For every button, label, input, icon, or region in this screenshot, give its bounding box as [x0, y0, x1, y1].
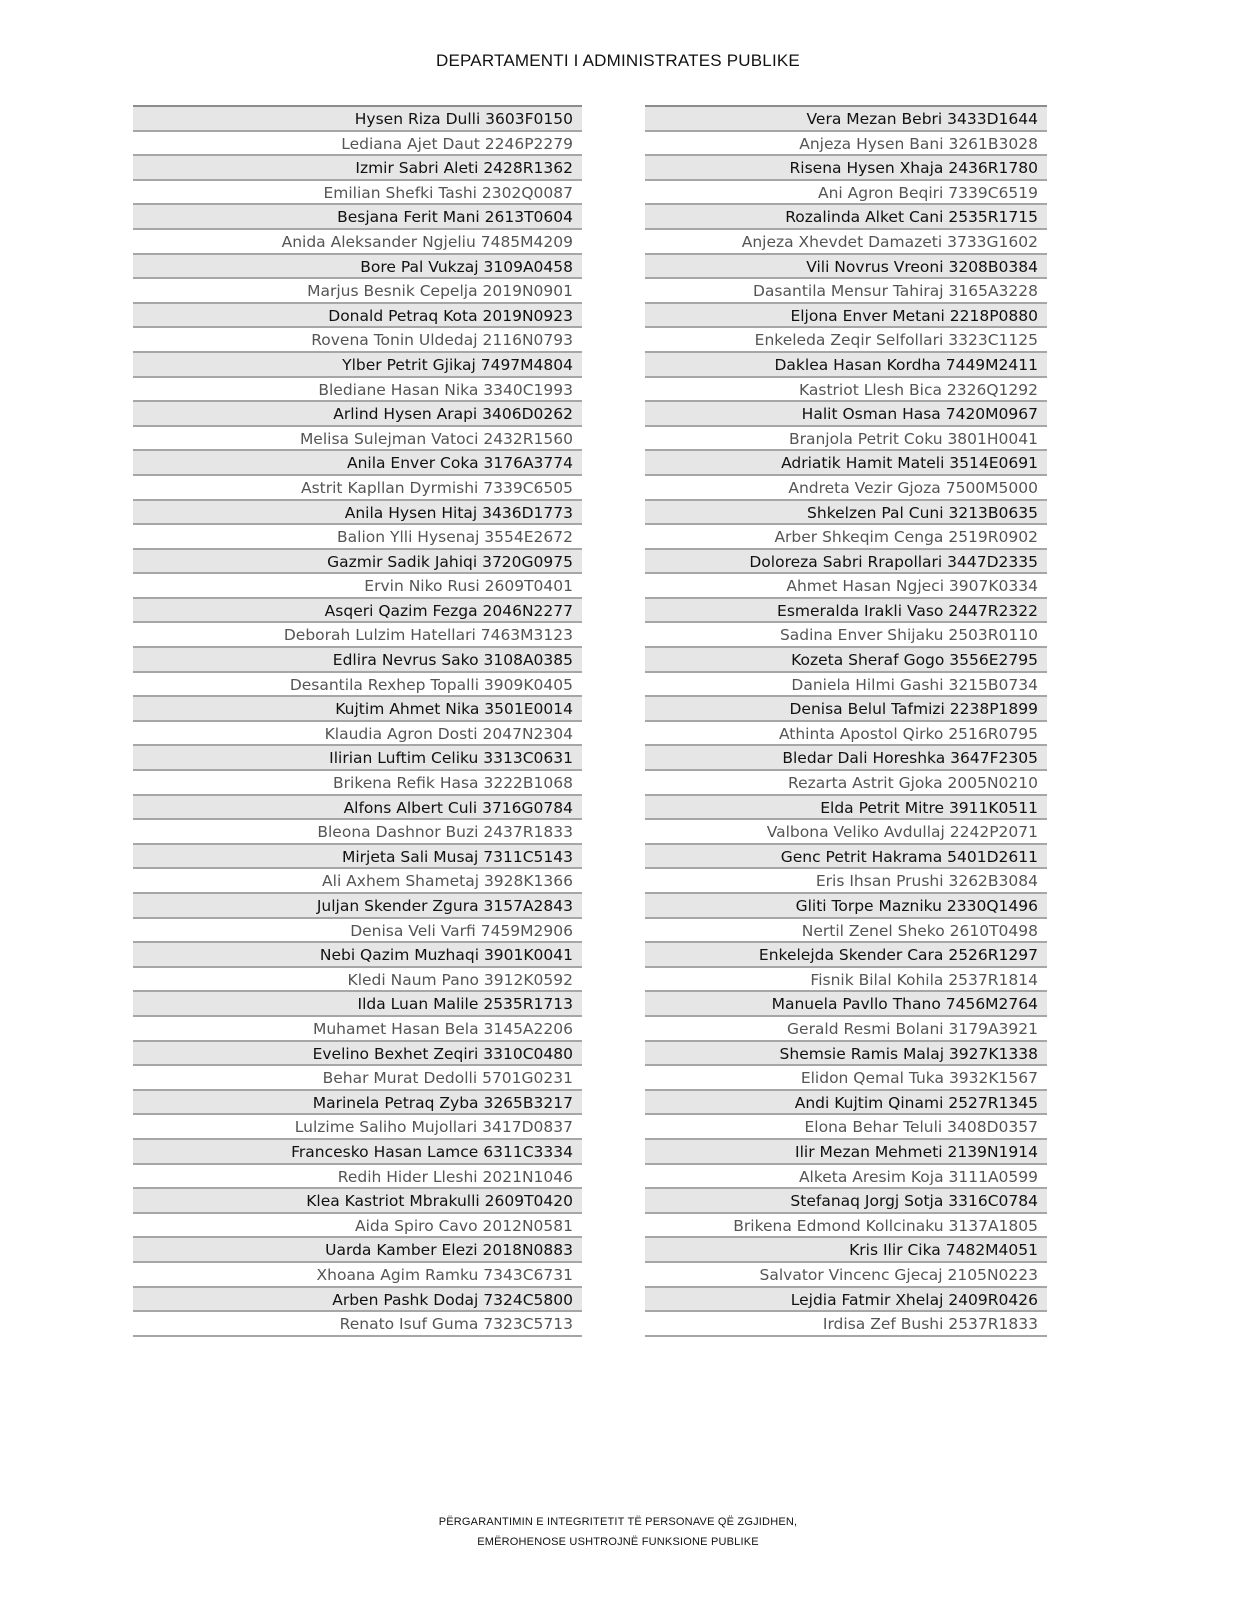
list-item: Marinela Petraq Zyba 3265B3217 [133, 1091, 582, 1116]
list-item: Nertil Zenel Sheko 2610T0498 [645, 919, 1047, 944]
list-item: Elda Petrit Mitre 3911K0511 [645, 796, 1047, 821]
list-item: Elona Behar Teluli 3408D0357 [645, 1115, 1047, 1140]
list-item: Rozalinda Alket Cani 2535R1715 [645, 205, 1047, 230]
list-item: Ali Axhem Shametaj 3928K1366 [133, 869, 582, 894]
list-item: Anila Hysen Hitaj 3436D1773 [133, 501, 582, 526]
list-item: Besjana Ferit Mani 2613T0604 [133, 205, 582, 230]
list-item: Anila Enver Coka 3176A3774 [133, 451, 582, 476]
list-item: Doloreza Sabri Rrapollari 3447D2335 [645, 550, 1047, 575]
list-item: Evelino Bexhet Zeqiri 3310C0480 [133, 1042, 582, 1067]
list-item: Ani Agron Beqiri 7339C6519 [645, 181, 1047, 206]
list-item: Enkelejda Skender Cara 2526R1297 [645, 943, 1047, 968]
list-item: Muhamet Hasan Bela 3145A2206 [133, 1017, 582, 1042]
list-item: Renato Isuf Guma 7323C5713 [133, 1312, 582, 1337]
list-item: Enkeleda Zeqir Selfollari 3323C1125 [645, 328, 1047, 353]
list-item: Ilda Luan Malile 2535R1713 [133, 992, 582, 1017]
list-item: Denisa Belul Tafmizi 2238P1899 [645, 697, 1047, 722]
list-item: Lediana Ajet Daut 2246P2279 [133, 132, 582, 157]
list-item: Fisnik Bilal Kohila 2537R1814 [645, 968, 1047, 993]
list-item: Desantila Rexhep Topalli 3909K0405 [133, 673, 582, 698]
list-item: Arben Pashk Dodaj 7324C5800 [133, 1288, 582, 1313]
list-item: Shkelzen Pal Cuni 3213B0635 [645, 501, 1047, 526]
list-item: Juljan Skender Zgura 3157A2843 [133, 894, 582, 919]
list-item: Adriatik Hamit Mateli 3514E0691 [645, 451, 1047, 476]
list-item: Eljona Enver Metani 2218P0880 [645, 304, 1047, 329]
list-item: Alketa Aresim Koja 3111A0599 [645, 1165, 1047, 1190]
list-item: Anjeza Xhevdet Damazeti 3733G1602 [645, 230, 1047, 255]
list-item: Astrit Kapllan Dyrmishi 7339C6505 [133, 476, 582, 501]
list-item: Lulzime Saliho Mujollari 3417D0837 [133, 1115, 582, 1140]
list-item: Redih Hider Lleshi 2021N1046 [133, 1165, 582, 1190]
list-item: Brikena Refik Hasa 3222B1068 [133, 771, 582, 796]
list-item: Kujtim Ahmet Nika 3501E0014 [133, 697, 582, 722]
list-item: Halit Osman Hasa 7420M0967 [645, 402, 1047, 427]
list-item: Edlira Nevrus Sako 3108A0385 [133, 648, 582, 673]
list-item: Donald Petraq Kota 2019N0923 [133, 304, 582, 329]
list-item: Bleona Dashnor Buzi 2437R1833 [133, 820, 582, 845]
list-item: Uarda Kamber Elezi 2018N0883 [133, 1238, 582, 1263]
list-item: Blediane Hasan Nika 3340C1993 [133, 378, 582, 403]
list-item: Denisa Veli Varfi 7459M2906 [133, 919, 582, 944]
list-item: Gerald Resmi Bolani 3179A3921 [645, 1017, 1047, 1042]
list-item: Lejdia Fatmir Xhelaj 2409R0426 [645, 1288, 1047, 1313]
list-item: Vera Mezan Bebri 3433D1644 [645, 107, 1047, 132]
list-item: Ilir Mezan Mehmeti 2139N1914 [645, 1140, 1047, 1165]
list-item: Melisa Sulejman Vatoci 2432R1560 [133, 427, 582, 452]
list-item: Arber Shkeqim Cenga 2519R0902 [645, 525, 1047, 550]
list-item: Manuela Pavllo Thano 7456M2764 [645, 992, 1047, 1017]
list-item: Marjus Besnik Cepelja 2019N0901 [133, 279, 582, 304]
list-item: Ylber Petrit Gjikaj 7497M4804 [133, 353, 582, 378]
list-item: Sadina Enver Shijaku 2503R0110 [645, 623, 1047, 648]
list-item: Valbona Veliko Avdullaj 2242P2071 [645, 820, 1047, 845]
list-item: Francesko Hasan Lamce 6311C3334 [133, 1140, 582, 1165]
list-item: Kastriot Llesh Bica 2326Q1292 [645, 378, 1047, 403]
list-item: Brikena Edmond Kollcinaku 3137A1805 [645, 1214, 1047, 1239]
list-item: Kris Ilir Cika 7482M4051 [645, 1238, 1047, 1263]
list-item: Andreta Vezir Gjoza 7500M5000 [645, 476, 1047, 501]
list-item: Risena Hysen Xhaja 2436R1780 [645, 156, 1047, 181]
list-item: Mirjeta Sali Musaj 7311C5143 [133, 845, 582, 870]
list-item: Alfons Albert Culi 3716G0784 [133, 796, 582, 821]
list-item: Vili Novrus Vreoni 3208B0384 [645, 255, 1047, 280]
list-item: Gliti Torpe Mazniku 2330Q1496 [645, 894, 1047, 919]
list-item: Kledi Naum Pano 3912K0592 [133, 968, 582, 993]
list-item: Esmeralda Irakli Vaso 2447R2322 [645, 599, 1047, 624]
list-item: Eris Ihsan Prushi 3262B3084 [645, 869, 1047, 894]
list-item: Emilian Shefki Tashi 2302Q0087 [133, 181, 582, 206]
list-item: Gazmir Sadik Jahiqi 3720G0975 [133, 550, 582, 575]
footer-line-1: PËRGARANTIMIN E INTEGRITETIT TË PERSONAVE QË ZGJIDHEN, [438, 1516, 798, 1528]
list-item: Aida Spiro Cavo 2012N0581 [133, 1214, 582, 1239]
list-item: Behar Murat Dedolli 5701G0231 [133, 1066, 582, 1091]
list-item: Andi Kujtim Qinami 2527R1345 [645, 1091, 1047, 1116]
list-item: Rezarta Astrit Gjoka 2005N0210 [645, 771, 1047, 796]
right-name-column [645, 105, 1047, 1337]
list-item: Salvator Vincenc Gjecaj 2105N0223 [645, 1263, 1047, 1288]
list-item: Anjeza Hysen Bani 3261B3028 [645, 132, 1047, 157]
list-item: Anida Aleksander Ngjeliu 7485M4209 [133, 230, 582, 255]
list-item: Branjola Petrit Coku 3801H0041 [645, 427, 1047, 452]
left-name-column [133, 105, 582, 1337]
list-item: Bore Pal Vukzaj 3109A0458 [133, 255, 582, 280]
list-item: Stefanaq Jorgj Sotja 3316C0784 [645, 1189, 1047, 1214]
list-item: Kozeta Sheraf Gogo 3556E2795 [645, 648, 1047, 673]
list-item: Arlind Hysen Arapi 3406D0262 [133, 402, 582, 427]
list-item: Daklea Hasan Kordha 7449M2411 [645, 353, 1047, 378]
list-item: Irdisa Zef Bushi 2537R1833 [645, 1312, 1047, 1337]
page-title: DEPARTAMENTI I ADMINISTRATES PUBLIKE [436, 51, 800, 70]
list-item: Elidon Qemal Tuka 3932K1567 [645, 1066, 1047, 1091]
list-item: Genc Petrit Hakrama 5401D2611 [645, 845, 1047, 870]
footer-line-2: EMËROHENOSE USHTROJNË FUNKSIONE PUBLIKE [477, 1536, 759, 1548]
list-item: Nebi Qazim Muzhaqi 3901K0041 [133, 943, 582, 968]
list-item: Daniela Hilmi Gashi 3215B0734 [645, 673, 1047, 698]
list-item: Bledar Dali Horeshka 3647F2305 [645, 746, 1047, 771]
list-item: Ilirian Luftim Celiku 3313C0631 [133, 746, 582, 771]
list-item: Shemsie Ramis Malaj 3927K1338 [645, 1042, 1047, 1067]
list-item: Klaudia Agron Dosti 2047N2304 [133, 722, 582, 747]
list-item: Balion Ylli Hysenaj 3554E2672 [133, 525, 582, 550]
list-item: Izmir Sabri Aleti 2428R1362 [133, 156, 582, 181]
list-item: Asqeri Qazim Fezga 2046N2277 [133, 599, 582, 624]
list-item: Rovena Tonin Uldedaj 2116N0793 [133, 328, 582, 353]
list-item: Ervin Niko Rusi 2609T0401 [133, 574, 582, 599]
list-item: Athinta Apostol Qirko 2516R0795 [645, 722, 1047, 747]
list-item: Deborah Lulzim Hatellari 7463M3123 [133, 623, 582, 648]
list-item: Ahmet Hasan Ngjeci 3907K0334 [645, 574, 1047, 599]
list-item: Hysen Riza Dulli 3603F0150 [133, 107, 582, 132]
list-item: Xhoana Agim Ramku 7343C6731 [133, 1263, 582, 1288]
list-item: Dasantila Mensur Tahiraj 3165A3228 [645, 279, 1047, 304]
list-item: Klea Kastriot Mbrakulli 2609T0420 [133, 1189, 582, 1214]
